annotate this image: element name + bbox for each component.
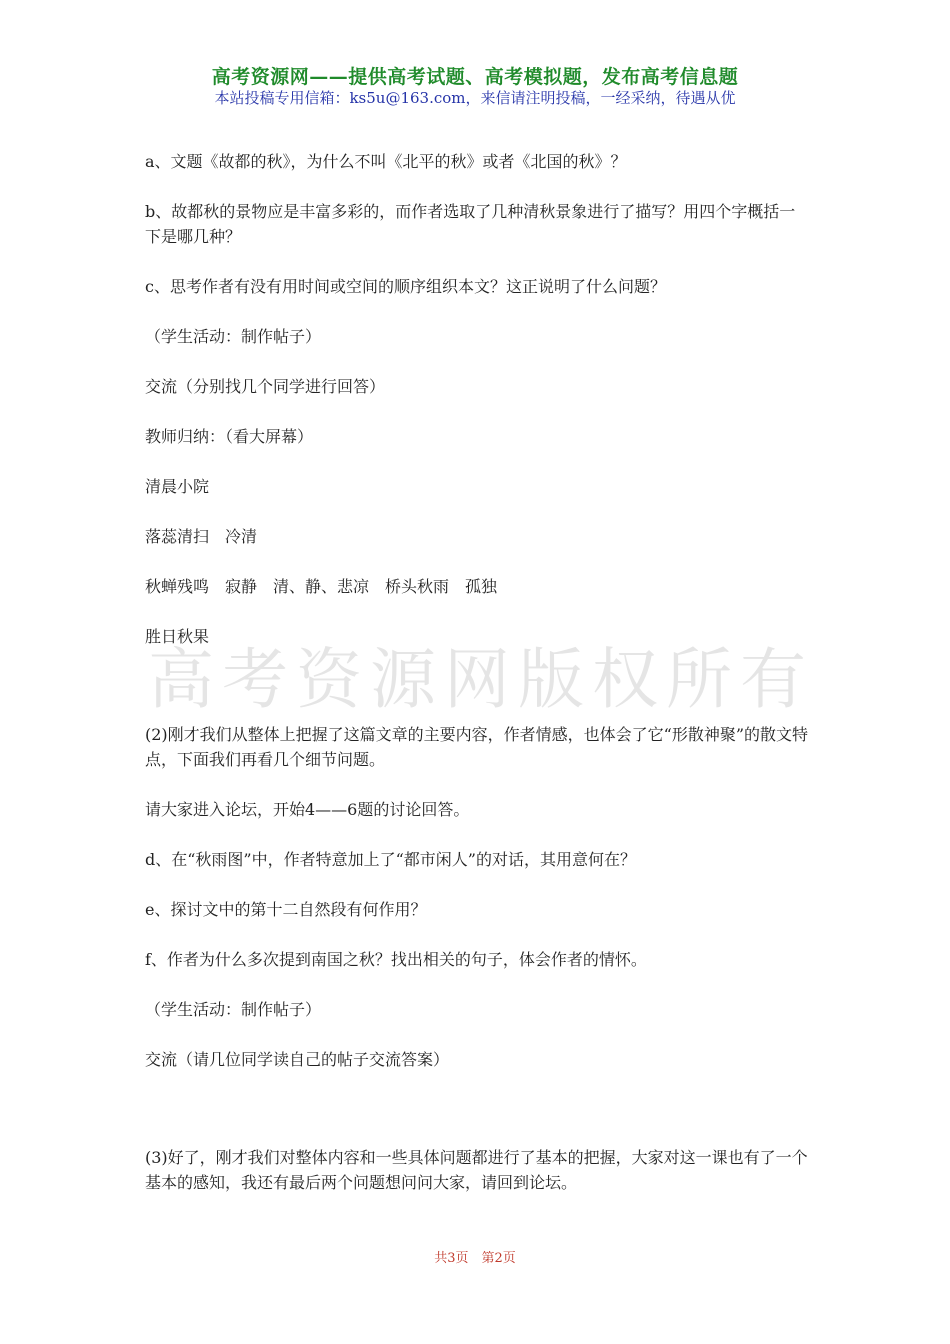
page-footer: 共3页 第2页 <box>434 1251 516 1266</box>
question-b: b、故都秋的景物应是丰富多彩的，而作者选取了几种清秋景象进行了描写？用四个字概括一下是哪几种？ <box>145 202 796 246</box>
question-f: f、作者为什么多次提到南国之秋？找出相关的句子，体会作者的情怀。 <box>145 950 647 969</box>
question-d: d、在“秋雨图”中，作者特意加上了“都市闲人”的对话，其用意何在？ <box>145 850 636 869</box>
summary-item-4: 胜日秋果 <box>145 627 210 646</box>
section-2-intro: (2)刚才我们从整体上把握了这篇文章的主要内容，作者情感，也体会了它“形散神聚”的散文特点，下面我们再看几个细节问题。 <box>145 725 809 769</box>
summary-item-3: 秋蝉残鸣 寂静 清、静、悲凉 桥头秋雨 孤独 <box>145 577 498 596</box>
summary-item-2: 落蕊清扫 冷清 <box>145 527 258 546</box>
student-activity-1: （学生活动：制作帖子） <box>145 327 322 346</box>
header-title: 高考资源网——提供高考试题、高考模拟题，发布高考信息题 <box>211 66 739 88</box>
section-3-intro: (3)好了，刚才我们对整体内容和一些具体问题都进行了基本的把握，大家对这一课也有了一个基本的感知，我还有最后两个问题想问问大家，请回到论坛。 <box>145 1148 808 1192</box>
question-e: e、探讨文中的第十二自然段有何作用？ <box>145 900 427 919</box>
teacher-summary: 教师归纳：（看大屏幕） <box>145 427 314 446</box>
exchange-2: 交流（请几位同学读自己的帖子交流答案） <box>145 1050 450 1069</box>
page-header <box>0 66 950 108</box>
question-c: c、思考作者有没有用时间或空间的顺序组织本文？这正说明了什么问题？ <box>145 277 666 296</box>
student-activity-2: （学生活动：制作帖子） <box>145 1000 322 1019</box>
question-a: a、文题《故都的秋》，为什么不叫《北平的秋》或者《北国的秋》？ <box>145 152 627 171</box>
watermark: 高考资源网版权所有 <box>148 641 814 718</box>
summary-item-1: 清晨小院 <box>145 477 210 496</box>
forum-instruction: 请大家进入论坛，开始4——6题的讨论回答。 <box>145 800 470 819</box>
exchange-1: 交流（分别找几个同学进行回答） <box>145 377 386 396</box>
header-subtitle: 本站投稿专用信箱：ks5u@163.com，来信请注明投稿，一经采纳，待遇从优 <box>214 89 736 107</box>
